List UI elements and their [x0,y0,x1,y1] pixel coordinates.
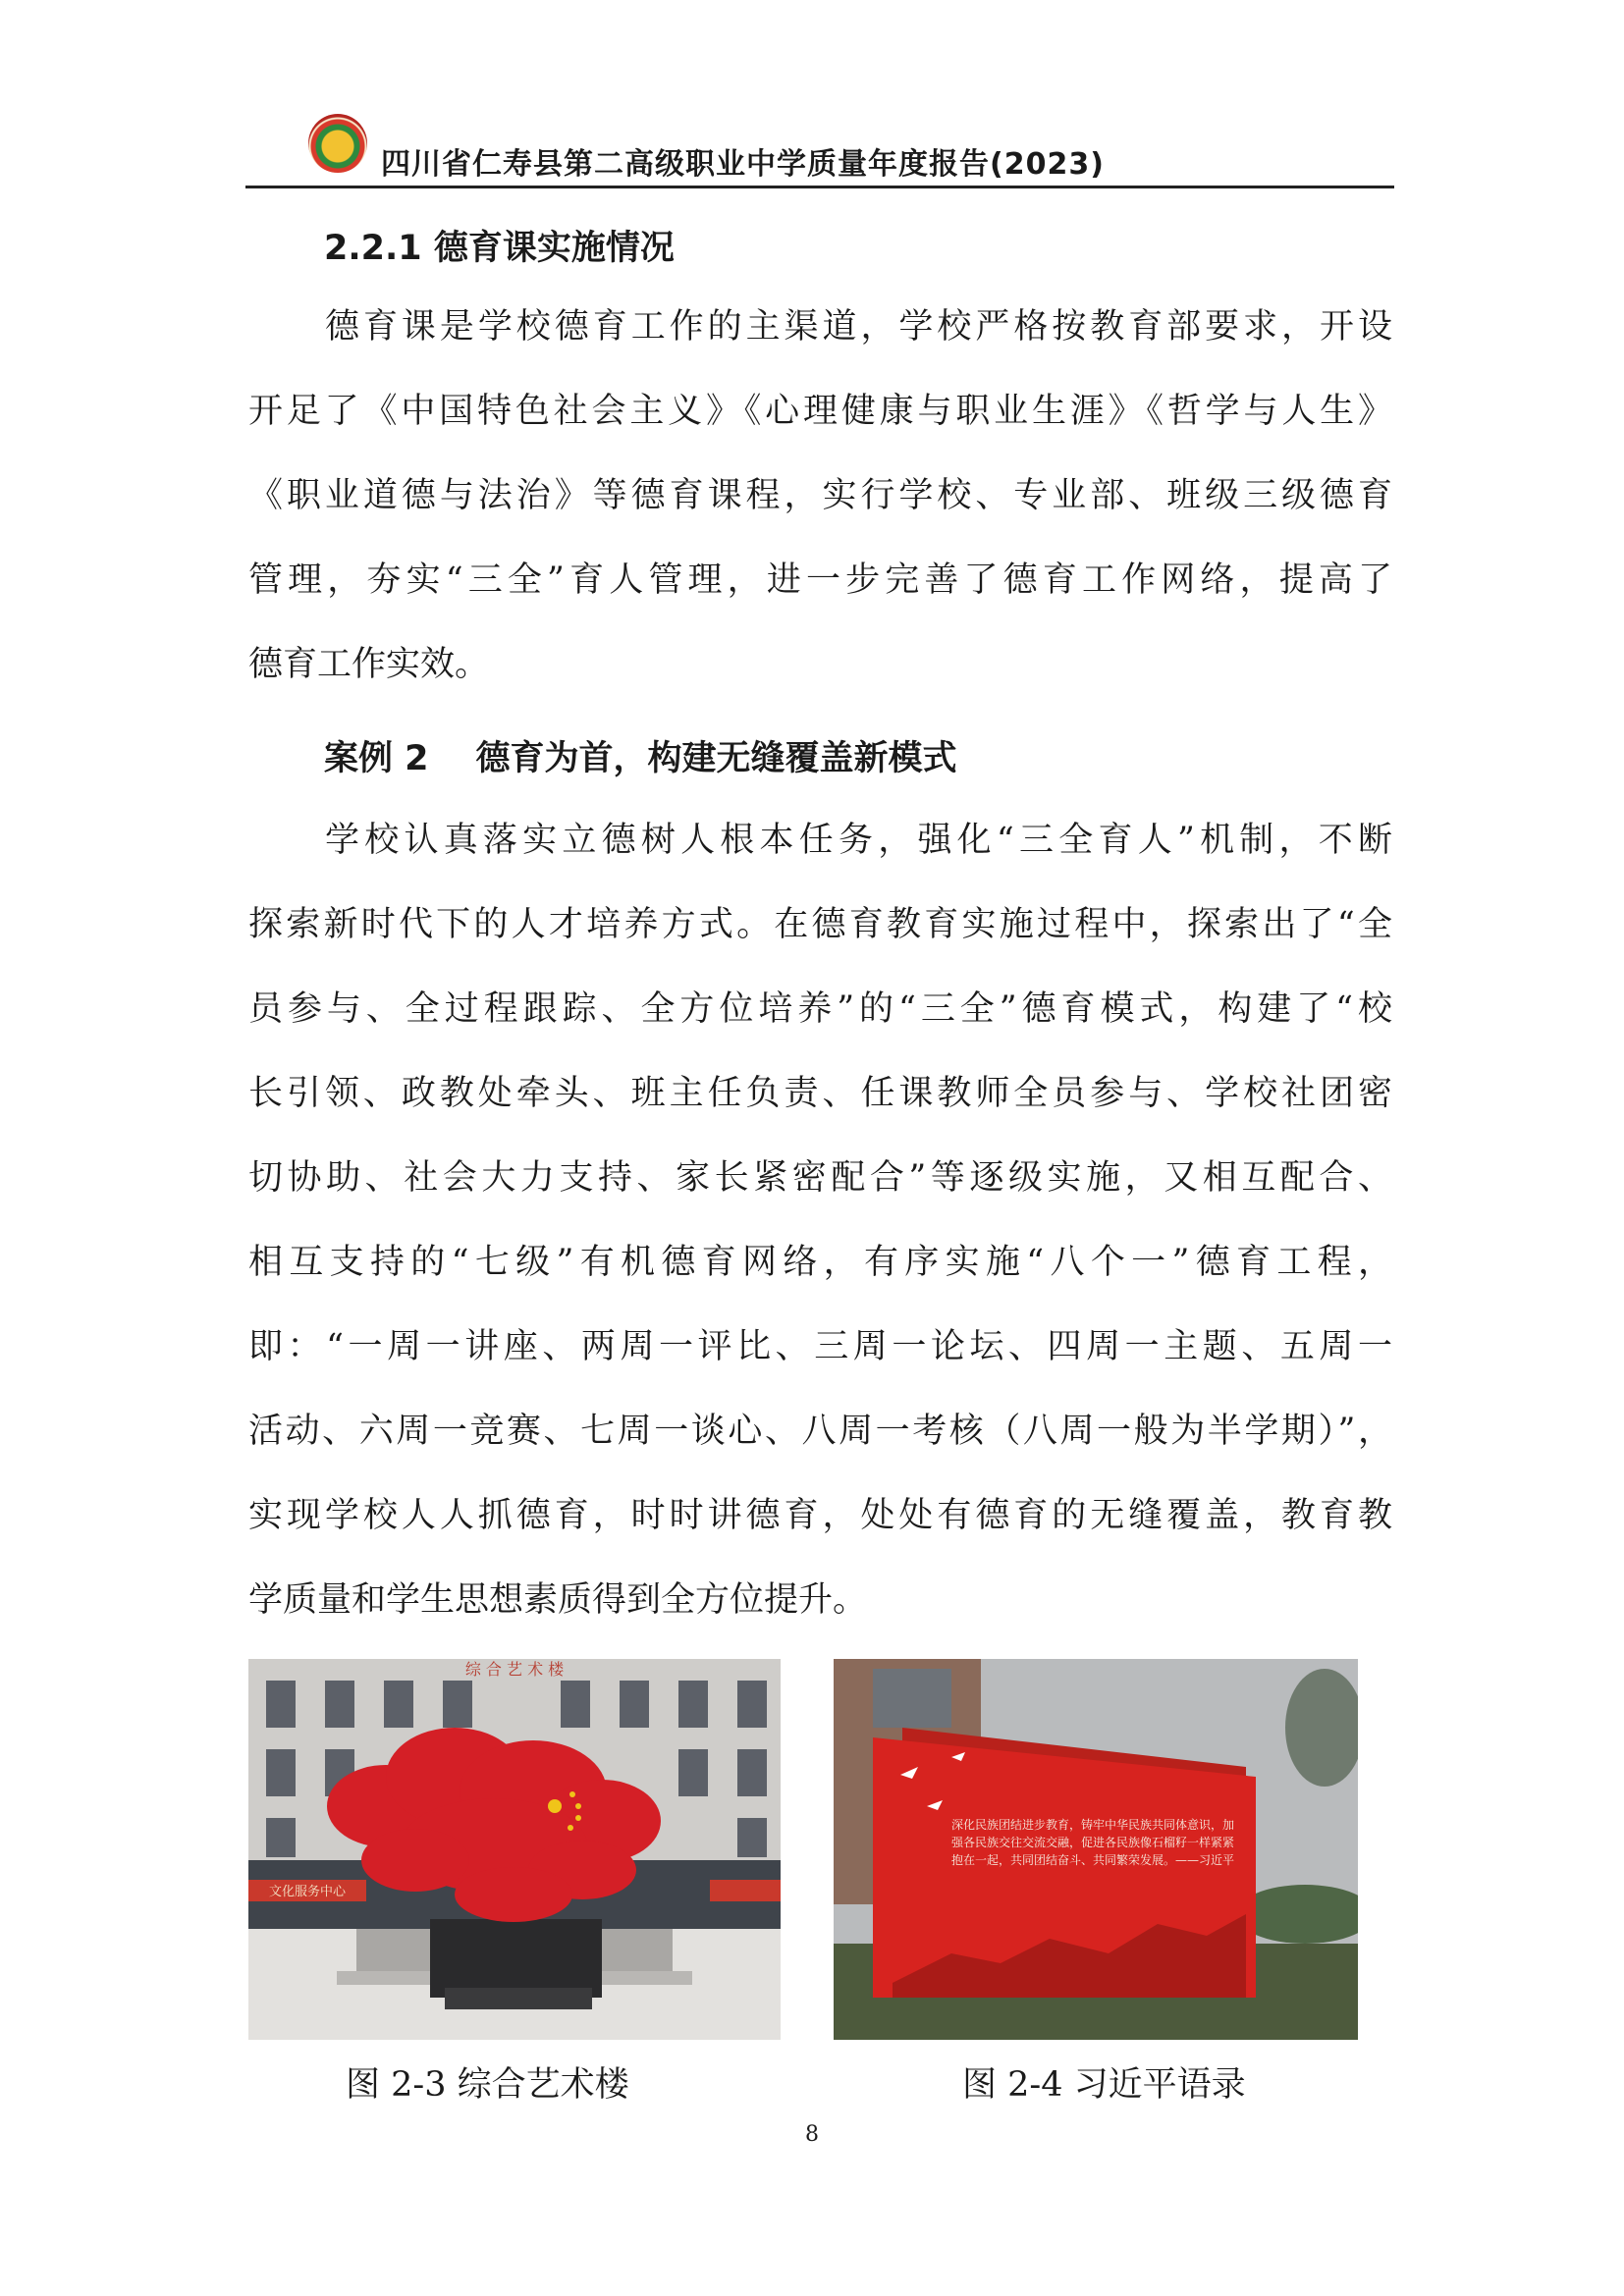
paragraph-line: 长引领、政教处牵头、班主任负责、任课教师全员参与、学校社团密 [248,1074,1392,1113]
case-paragraph [248,798,1392,1642]
banner-text: 文化服务中心 [268,1885,347,1899]
paragraph-line: 相互支持的“七级”有机德育网络，有序实施“八个一”德育工程， [248,1243,1392,1282]
art-building-illustration [248,1659,781,2040]
photo-art-building [248,1659,781,2040]
school-logo [308,114,367,173]
paragraph-line: 《职业道德与法治》等德育课程，实行学校、专业部、班级三级德育 [248,476,1392,515]
paragraph-line: 即：“一周一讲座、两周一评比、三周一论坛、四周一主题、五周一 [248,1327,1392,1366]
paragraph-line: 切协助、社会大力支持、家长紧密配合”等逐级实施，又相互配合、 [248,1158,1392,1198]
paragraph-line: 开足了《中国特色社会主义》《心理健康与职业生涯》《哲学与人生》 [248,392,1392,431]
paragraph-line: 实现学校人人抓德育，时时讲德育，处处有德育的无缝覆盖，教育教 [248,1496,1392,1535]
page-header [245,108,1394,188]
paragraph-line: 德育课是学校德育工作的主渠道，学校严格按教育部要求，开设 [325,307,1392,347]
figure-caption: 图 2-4 习近平语录 [962,2065,1246,2105]
figure-caption: 图 2-3 综合艺术楼 [346,2065,629,2105]
case-heading [324,731,957,780]
paragraph-line: 学质量和学生思想素质得到全方位提升。 [248,1580,868,1620]
paragraph-line: 员参与、全过程跟踪、全方位培养”的“三全”德育模式，构建了“校 [248,989,1392,1029]
board-quote-text: 深化民族团结进步教育，铸牢中华民族共同体意识，加强各民族交往交流交融，促进各民族像石榴籽一样紧紧抱在一起，共同团结奋斗、共同繁荣发展。——习近平 [951,1818,1235,1867]
paragraph-line: 学校认真落实立德树人根本任务，强化“三全育人”机制，不断 [325,821,1392,860]
header-divider [245,186,1394,188]
header-title: 四川省仁寿县第二高级职业中学质量年度报告(2023) [381,147,1105,182]
building-sign-text: 综 合 艺 术 楼 [464,1660,565,1679]
quote-board-illustration [834,1659,1358,2040]
paragraph-line: 德育工作实效。 [248,645,490,684]
section-heading: 2.2.1 德育课实施情况 [324,229,675,268]
paragraph-line: 活动、六周一竞赛、七周一谈心、八周一考核（八周一般为半学期）”， [248,1412,1392,1451]
case-title: 德育为首，构建无缝覆盖新模式 [475,739,957,778]
page-number: 8 [805,2122,819,2147]
photo-quote-board [834,1659,1358,2040]
section-paragraph [248,285,1392,707]
paragraph-line: 管理，夯实“三全”育人管理，进一步完善了德育工作网络，提高了 [248,561,1392,600]
paragraph-line: 探索新时代下的人才培养方式。在德育教育实施过程中，探索出了“全 [248,905,1392,944]
case-label: 案例 2 [324,739,429,778]
